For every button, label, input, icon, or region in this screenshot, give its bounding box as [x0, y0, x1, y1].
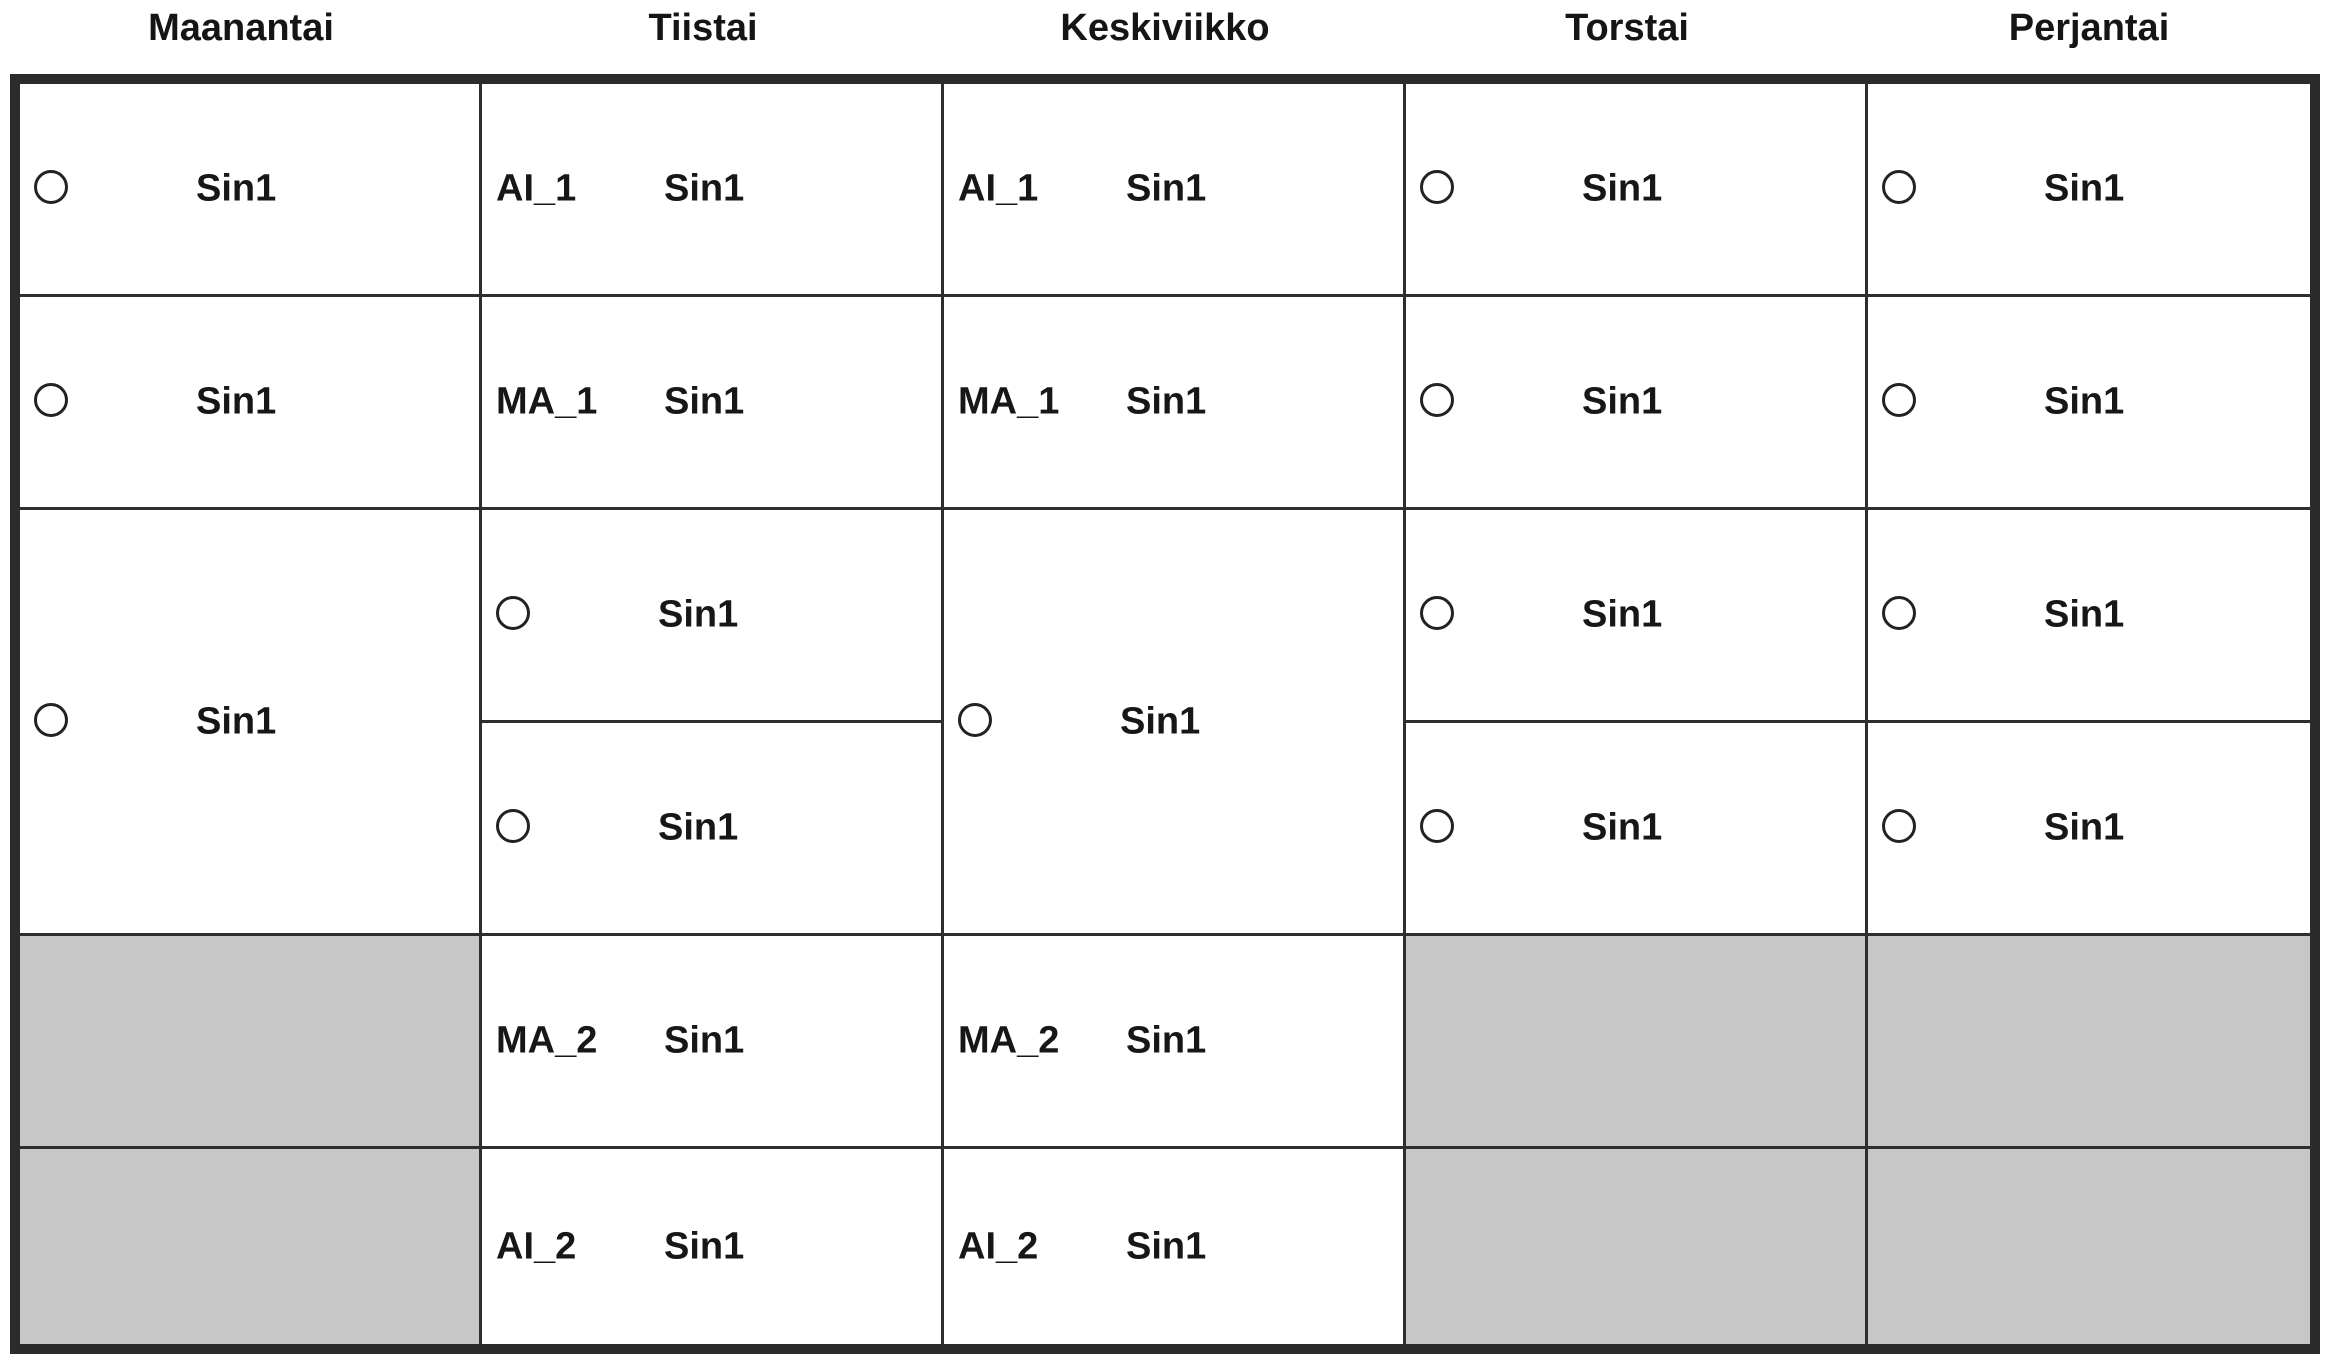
slot-perjantai-4	[1868, 723, 2310, 936]
day-header-tiistai: Tiistai	[648, 6, 758, 49]
slot-radio-button[interactable]	[496, 596, 530, 630]
group-label: Sin1	[196, 167, 277, 210]
course-code: AI_1	[958, 167, 1039, 210]
slot-radio-button[interactable]	[1882, 596, 1916, 630]
slot-radio-button[interactable]	[1420, 170, 1454, 204]
day-header-perjantai: Perjantai	[2008, 6, 2170, 49]
slot-radio-button[interactable]	[34, 703, 68, 737]
slot-perjantai-2	[1868, 297, 2310, 510]
group-label: Sin1	[2044, 167, 2125, 210]
course-code: MA_1	[496, 380, 598, 423]
slot-tiistai-3	[482, 510, 944, 723]
slot-maanantai-empty-1	[20, 936, 482, 1149]
slot-perjantai-empty-1	[1868, 936, 2310, 1149]
slot-perjantai-empty-2	[1868, 1149, 2310, 1344]
schedule-grid	[10, 74, 2320, 1354]
slot-maanantai-2	[20, 297, 482, 510]
slot-tiistai-6[interactable]	[482, 1149, 944, 1344]
group-label: Sin1	[196, 700, 277, 742]
group-label: Sin1	[658, 806, 739, 849]
slot-radio-button[interactable]	[496, 809, 530, 843]
slot-radio-button[interactable]	[1882, 170, 1916, 204]
group-label: Sin1	[196, 380, 277, 423]
slot-maanantai-1	[20, 84, 482, 297]
slot-radio-button[interactable]	[1420, 383, 1454, 417]
slot-torstai-empty-2	[1406, 1149, 1868, 1344]
slot-torstai-3	[1406, 510, 1868, 723]
group-label: Sin1	[2044, 806, 2125, 849]
group-label: Sin1	[664, 380, 745, 423]
group-label: Sin1	[1120, 700, 1201, 742]
group-label: Sin1	[1126, 1225, 1207, 1267]
group-label: Sin1	[664, 167, 745, 210]
group-label: Sin1	[2044, 380, 2125, 423]
slot-maanantai-empty-2	[20, 1149, 482, 1344]
group-label: Sin1	[1582, 167, 1663, 210]
group-label: Sin1	[1582, 380, 1663, 423]
course-code: MA_2	[496, 1019, 598, 1062]
day-header-torstai: Torstai	[1565, 6, 1689, 49]
slot-perjantai-3	[1868, 510, 2310, 723]
slot-torstai-empty-1	[1406, 936, 1868, 1149]
slot-torstai-2	[1406, 297, 1868, 510]
slot-radio-button[interactable]	[958, 703, 992, 737]
slot-radio-button[interactable]	[1420, 596, 1454, 630]
slot-torstai-1	[1406, 84, 1868, 297]
slot-keskiviikko-2[interactable]	[944, 297, 1406, 510]
course-code: AI_2	[496, 1225, 577, 1267]
slot-keskiviikko-5[interactable]	[944, 1149, 1406, 1344]
course-code: AI_2	[958, 1225, 1039, 1267]
slot-radio-button[interactable]	[1882, 383, 1916, 417]
group-label: Sin1	[664, 1019, 745, 1062]
slot-perjantai-1	[1868, 84, 2310, 297]
slot-radio-button[interactable]	[1420, 809, 1454, 843]
slot-tiistai-2[interactable]	[482, 297, 944, 510]
slot-keskiviikko-4[interactable]	[944, 936, 1406, 1149]
slot-tiistai-1[interactable]	[482, 84, 944, 297]
group-label: Sin1	[2044, 593, 2125, 636]
slot-radio-button[interactable]	[34, 170, 68, 204]
slot-torstai-4	[1406, 723, 1868, 936]
group-label: Sin1	[1126, 167, 1207, 210]
slot-radio-button[interactable]	[34, 383, 68, 417]
group-label: Sin1	[664, 1225, 745, 1267]
slot-tiistai-4	[482, 723, 944, 936]
group-label: Sin1	[658, 593, 739, 636]
day-header-maanantai: Maanantai	[148, 6, 334, 49]
slot-keskiviikko-1[interactable]	[944, 84, 1406, 297]
group-label: Sin1	[1582, 806, 1663, 849]
group-label: Sin1	[1126, 1019, 1207, 1062]
day-header-keskiviikko: Keskiviikko	[1060, 6, 1270, 49]
slot-maanantai-3	[20, 510, 482, 936]
slot-keskiviikko-3	[944, 510, 1406, 936]
group-label: Sin1	[1582, 593, 1663, 636]
course-code: MA_2	[958, 1019, 1060, 1062]
slot-tiistai-5[interactable]	[482, 936, 944, 1149]
course-code: MA_1	[958, 380, 1060, 423]
slot-radio-button[interactable]	[1882, 809, 1916, 843]
group-label: Sin1	[1126, 380, 1207, 423]
course-code: AI_1	[496, 167, 577, 210]
